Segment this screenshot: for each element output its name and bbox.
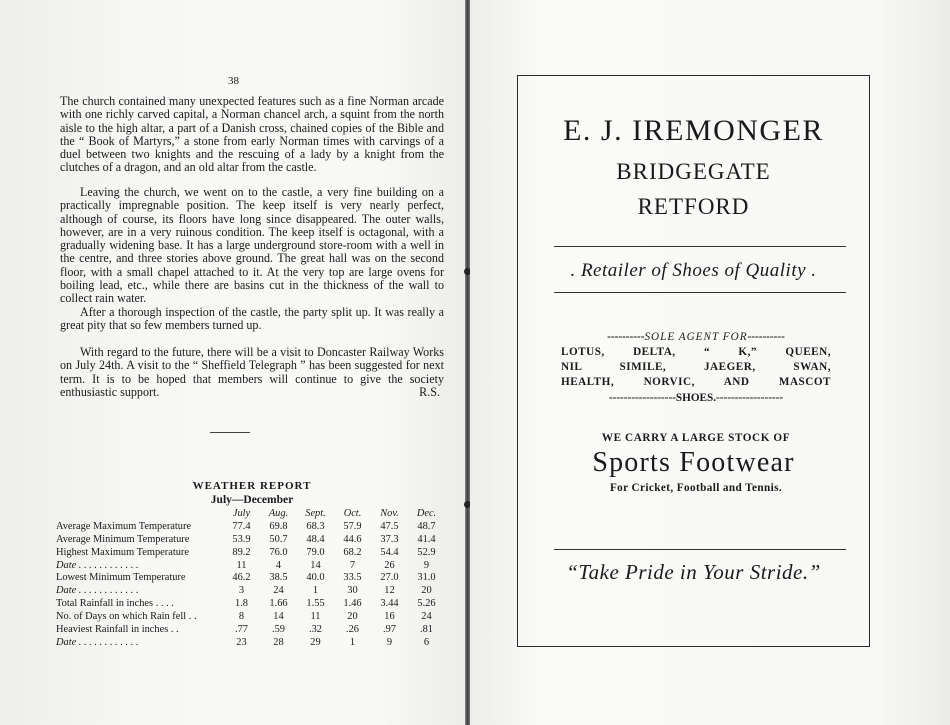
cell-value: 30 [347,585,358,597]
cell-value: 50.7 [269,533,288,545]
cell-value: 11 [310,611,321,623]
weather-row [56,546,445,559]
divider-rule [554,292,846,293]
weather-table [56,507,445,649]
cell-value: 3.44 [380,598,399,610]
cell-value: 20 [347,611,358,623]
cell-value: 1 [312,585,319,597]
cell-value: .59 [272,623,285,635]
cell-value: 8 [238,611,245,623]
advertiser-street: BRIDGEGATE [616,159,771,184]
brand-list [561,345,831,391]
cell-value: 69.8 [269,520,288,532]
cell-value: 1.55 [306,598,325,610]
cell-value: 20 [421,585,432,597]
cell-value: 9 [386,636,393,648]
weather-header-row [56,507,445,520]
cell-value: 26 [384,559,395,571]
sports-subline: For Cricket, Football and Tennis. [609,482,783,494]
cell-value: 31.0 [417,572,436,584]
cell-value: 6 [423,636,430,648]
cell-value: 1.66 [269,598,288,610]
column-header: Aug. [268,507,289,519]
sole-agent-label: SOLE AGENT FOR [644,331,748,343]
cell-value: 37.3 [380,533,399,545]
header-blank [56,507,223,520]
section-divider [210,432,250,433]
cell-value: 48.7 [417,520,436,532]
weather-row [56,571,445,584]
paragraph-castle [60,186,444,306]
cell-value: 48.4 [306,533,325,545]
left-page [0,0,467,725]
shoes-line: ------------------SHOES.------------------ [608,392,784,404]
cell-value: 11 [236,559,247,571]
cell-value: 40.0 [306,572,325,584]
cell-value: 14 [310,559,321,571]
cell-value: 24 [421,611,432,623]
cell-value: 24 [273,585,284,597]
divider-rule [554,246,846,247]
cell-value: 38.5 [269,572,288,584]
paragraph-text: After a thorough inspection of the castle, the party split up. It was really a great pity that so few members turned up. [60,305,444,333]
cell-value: 68.2 [343,546,362,558]
cell-value: 5.26 [417,598,436,610]
row-label: Date . . . . . . . . . . . . [56,559,139,571]
cell-value: 44.6 [343,533,362,545]
cell-value: 33.5 [343,572,362,584]
cell-value: 3 [238,585,245,597]
cell-value: 1 [349,636,356,648]
ad-tagline: . Retailer of Shoes of Quality . [570,260,817,281]
column-header: Sept. [305,507,326,519]
cell-value: 79.0 [306,546,325,558]
row-label: Average Minimum Temperature [56,533,190,545]
cell-value: 27.0 [380,572,399,584]
sports-footwear-heading: Sports Footwear [592,447,795,478]
cell-value: 9 [423,559,430,571]
weather-row [56,559,445,572]
page-number: 38 [228,75,239,87]
cell-value: 76.0 [269,546,288,558]
stock-line: WE CARRY A LARGE STOCK OF [601,432,791,444]
weather-row [56,636,445,649]
ad-slogan: “Take Pride in Your Stride.” [566,560,821,584]
weather-row [56,584,445,597]
dash-rule: ---------- [747,331,785,343]
dash-rule: ---------- [607,331,645,343]
weather-row [56,623,445,636]
cell-value: 68.3 [306,520,325,532]
sole-agent-heading [561,330,831,345]
cell-value: 4 [275,559,282,571]
signature: R.S. [419,384,440,399]
row-label: Total Rainfall in inches . . . . [56,598,174,610]
paragraph-text: The church contained many unexpected features such as a fine Norman arcade with one richly carved capital, a Norman chancel arch, a squint from the north aisle to the high altar, a part of a Danish cross, chained copies of the Bible and the “ Book of Martyrs,” a stone from early Norman times with carvings of a duel between two knights and the rescuing of a lady by a knight from the clutches of a dragon, and an old altar from the castle. [60,94,444,175]
cell-value: 41.4 [417,533,436,545]
paragraph-future [60,346,444,399]
weather-row [56,597,445,610]
cell-value: 53.9 [232,533,251,545]
advertiser-name: E. J. IREMONGER [563,114,824,147]
weather-report-title: WEATHER REPORT [192,480,312,492]
cell-value: 47.5 [380,520,399,532]
cell-value: .32 [309,623,322,635]
cell-value: .26 [346,623,359,635]
cell-value: 46.2 [232,572,251,584]
paragraph-text: Leaving the church, we went on to the castle, a very fine building on a practically impregnable position. The keep itself is very nearly perfect, although of course, its floors have long since disappeared. The outer walls, however, are in a very ruinous condition. The keep itself is octagonal, with a gradually widening base. It has a large underground store-room with a well in the centre, and three stories above ground. The great hall was on the second floor, with a small chapel attached to it. At the very top are large ovens for boiling lead, etc., while there are basins cut in the thickness of the wall to collect rain water. [60,185,444,306]
cell-value: 52.9 [417,546,436,558]
row-label: Lowest Minimum Temperature [56,572,186,584]
cell-value: 14 [273,611,284,623]
brand-line: NIL SIMILE, JAEGER, SWAN, [561,361,831,374]
weather-row [56,520,445,533]
paragraph-inspection [60,306,444,333]
row-label: Date . . . . . . . . . . . . [56,585,139,597]
cell-value: 16 [384,611,395,623]
divider-rule [554,549,846,550]
paragraph-church [60,95,444,175]
cell-value: 12 [384,585,395,597]
advertiser-town: RETFORD [637,194,750,219]
weather-row [56,533,445,546]
cell-value: 89.2 [232,546,251,558]
row-label: Average Maximum Temperature [56,520,192,532]
cell-value: 1.8 [235,598,248,610]
cell-value: 57.9 [343,520,362,532]
column-header: Dec. [416,507,437,519]
cell-value: 77.4 [232,520,251,532]
row-label: Highest Maximum Temperature [56,546,189,558]
cell-value: 23 [236,636,247,648]
row-label: No. of Days on which Rain fell . . [56,611,197,623]
row-label: Date . . . . . . . . . . . . [56,636,139,648]
cell-value: 28 [273,636,284,648]
cell-value: 54.4 [380,546,399,558]
row-label: Heaviest Rainfall in inches . . [56,623,179,635]
weather-row [56,610,445,623]
cell-value: 1.46 [343,598,362,610]
cell-value: .81 [420,623,433,635]
cell-value: .97 [383,623,396,635]
cell-value: 7 [349,559,356,571]
cell-value: .77 [235,623,248,635]
brand-line: HEALTH, NORVIC, AND MASCOT [561,376,831,389]
column-header: July [232,507,251,519]
column-header: Oct. [343,507,362,519]
column-header: Nov. [380,507,399,519]
paragraph-text: With regard to the future, there will be a visit to Doncaster Railway Works on July 24th. A visit to the “ Sheffield Telegraph ” has been suggested for next term. It is to be hoped that members will continue to give the society enthusiastic support. [60,345,444,399]
brand-line: LOTUS, DELTA, “ K,” QUEEN, [561,346,831,358]
weather-report-subtitle: July—December [210,494,294,506]
advertisement-box [517,75,870,647]
cell-value: 29 [310,636,321,648]
